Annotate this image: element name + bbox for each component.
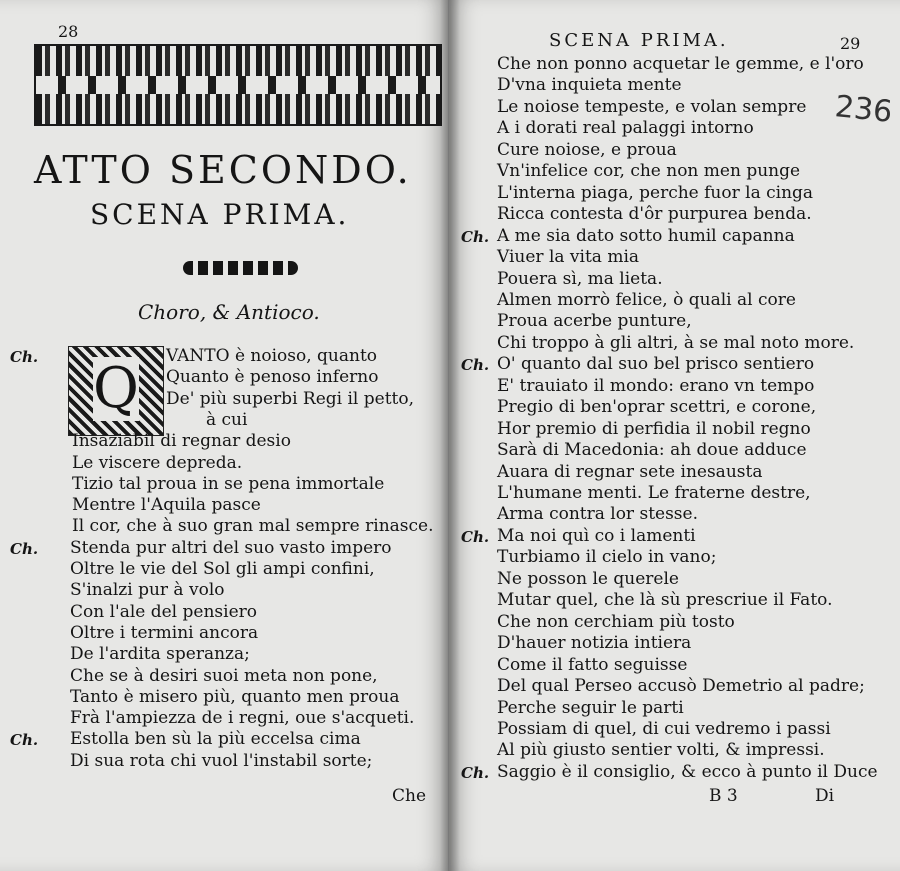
headpiece-ornament	[34, 44, 442, 126]
verse-text: A i dorati real palaggi intorno	[497, 118, 754, 139]
verse-text: Quanto è penoso inferno	[166, 367, 379, 388]
verse-text: S'inalzi pur à volo	[70, 580, 225, 601]
verse-text: Mentre l'Aquila pasce	[72, 495, 261, 516]
verse-text: Di sua rota chi vuol l'instabil sorte;	[70, 750, 373, 771]
manuscript-number: 236	[833, 89, 894, 130]
verse-text: Chi troppo à gli altri, à se mal noto more.	[497, 332, 855, 353]
verse-text: Tanto è misero più, quanto men proua	[70, 686, 400, 707]
verse-text: Frà l'ampiezza de i regni, oue s'acqueti.	[70, 708, 415, 729]
verse-text: Hor premio di perfidia il nobil regno	[497, 418, 811, 439]
verse-text: Saggio è il consiglio, & ecco à punto il Duce	[497, 761, 878, 782]
verse-text: Che non cerchiam più tosto	[497, 611, 735, 632]
verse-text: Cure noiose, e proua	[497, 139, 677, 160]
verse-text: Al più giusto sentier volti, & impressi.	[497, 740, 825, 761]
verse-text: Possiam di quel, di cui vedremo i passi	[497, 718, 831, 739]
verse-text: Ma noi quì co i lamenti	[497, 525, 696, 546]
catchword: Che	[392, 786, 427, 806]
speaker-label: Ch.	[461, 356, 490, 375]
verse-text: D'hauer notizia intiera	[497, 633, 692, 654]
signature-mark: B 3	[709, 786, 738, 806]
verse-text: Proua acerbe punture,	[497, 311, 692, 332]
verse-text: à cui	[206, 409, 248, 430]
verse-text: VANTO è noioso, quanto	[166, 346, 378, 366]
verse-text: Sarà di Macedonia: ah doue adduce	[497, 440, 807, 461]
page-number: 29	[840, 34, 861, 53]
verse-text: Le noiose tempeste, e volan sempre	[497, 96, 807, 117]
scene-title: SCENA PRIMA.	[90, 198, 350, 231]
verse-text: Turbiamo il cielo in vano;	[497, 547, 717, 568]
verse-text: Viuer la vita mia	[497, 247, 640, 268]
book-gutter	[440, 0, 460, 871]
verse-text: Pregio di ben'oprar scettri, e corone,	[497, 397, 817, 418]
verse-text: Che se à desiri suoi meta non pone,	[70, 665, 378, 686]
speaker-label: Ch.	[461, 227, 490, 246]
verse-text: Arma contra lor stesse.	[497, 504, 698, 525]
verse-text: Che non ponno acquetar le gemme, e l'oro	[497, 54, 864, 74]
drop-cap	[68, 346, 164, 436]
verse-text: O' quanto dal suo bel prisco sentiero	[497, 354, 815, 375]
verse-text: A me sia dato sotto humil capanna	[497, 225, 795, 246]
verse-text: Auara di regnar sete inesausta	[497, 461, 763, 482]
speaker-label: Ch.	[10, 731, 39, 750]
verse-text: Mutar quel, che là sù prescriue il Fato.	[497, 590, 833, 611]
verse-text: Oltre i termini ancora	[70, 622, 259, 643]
verse-text: Estolla ben sù la più eccelsa cima	[70, 729, 361, 750]
verse-text: Perche seguir le parti	[497, 697, 684, 718]
right-page	[449, 0, 900, 871]
verse-text: E' trauiato il mondo: erano vn tempo	[497, 375, 815, 396]
page-number: 28	[58, 22, 79, 41]
verse-text: L'humane menti. Le fraterne destre,	[497, 483, 811, 503]
verse-text: Con l'ale del pensiero	[70, 601, 257, 622]
verse-text: Ne posson le querele	[497, 568, 679, 589]
verse-text: Pouera sì, ma lieta.	[497, 268, 663, 289]
verse-text: Tizio tal proua in se pena immortale	[72, 473, 385, 494]
verse-text: D'vna inquieta mente	[497, 75, 682, 96]
verse-text: Almen morrò felice, ò quali al core	[497, 289, 796, 310]
verse-text: Ricca contesta d'ôr purpurea benda.	[497, 204, 812, 225]
verse-text: Come il fatto seguisse	[497, 654, 688, 675]
characters-line: Choro, & Antioco.	[138, 300, 320, 324]
verse-text: De' più superbi Regi il petto,	[166, 388, 415, 409]
verse-text: Oltre le vie del Sol gli ampi confini,	[70, 559, 375, 579]
verse-text: Le viscere depreda.	[72, 452, 243, 473]
speaker-label: Ch.	[461, 763, 490, 782]
drop-cap-letter: Q	[93, 356, 139, 421]
speaker-label: Ch.	[10, 348, 39, 366]
running-head: SCENA PRIMA.	[549, 30, 729, 51]
speaker-label: Ch.	[461, 527, 490, 546]
left-page	[0, 0, 449, 871]
verse-text: Il cor, che à suo gran mal sempre rinasce.	[72, 516, 434, 537]
speaker-label: Ch.	[10, 539, 39, 558]
verse-text: De l'ardita speranza;	[70, 644, 250, 665]
flourish-ornament	[183, 261, 298, 275]
verse-text: L'interna piaga, perche fuor la cinga	[497, 182, 814, 203]
verse-text: Del qual Perseo accusò Demetrio al padre;	[497, 676, 865, 697]
catchword: Di	[815, 786, 835, 806]
verse-text: Stenda pur altri del suo vasto impero	[70, 537, 392, 558]
act-title: ATTO SECONDO.	[34, 148, 412, 192]
verse-text: Vn'infelice cor, che non men punge	[497, 161, 801, 182]
verse-text: Insaziabil di regnar desio	[72, 431, 291, 452]
